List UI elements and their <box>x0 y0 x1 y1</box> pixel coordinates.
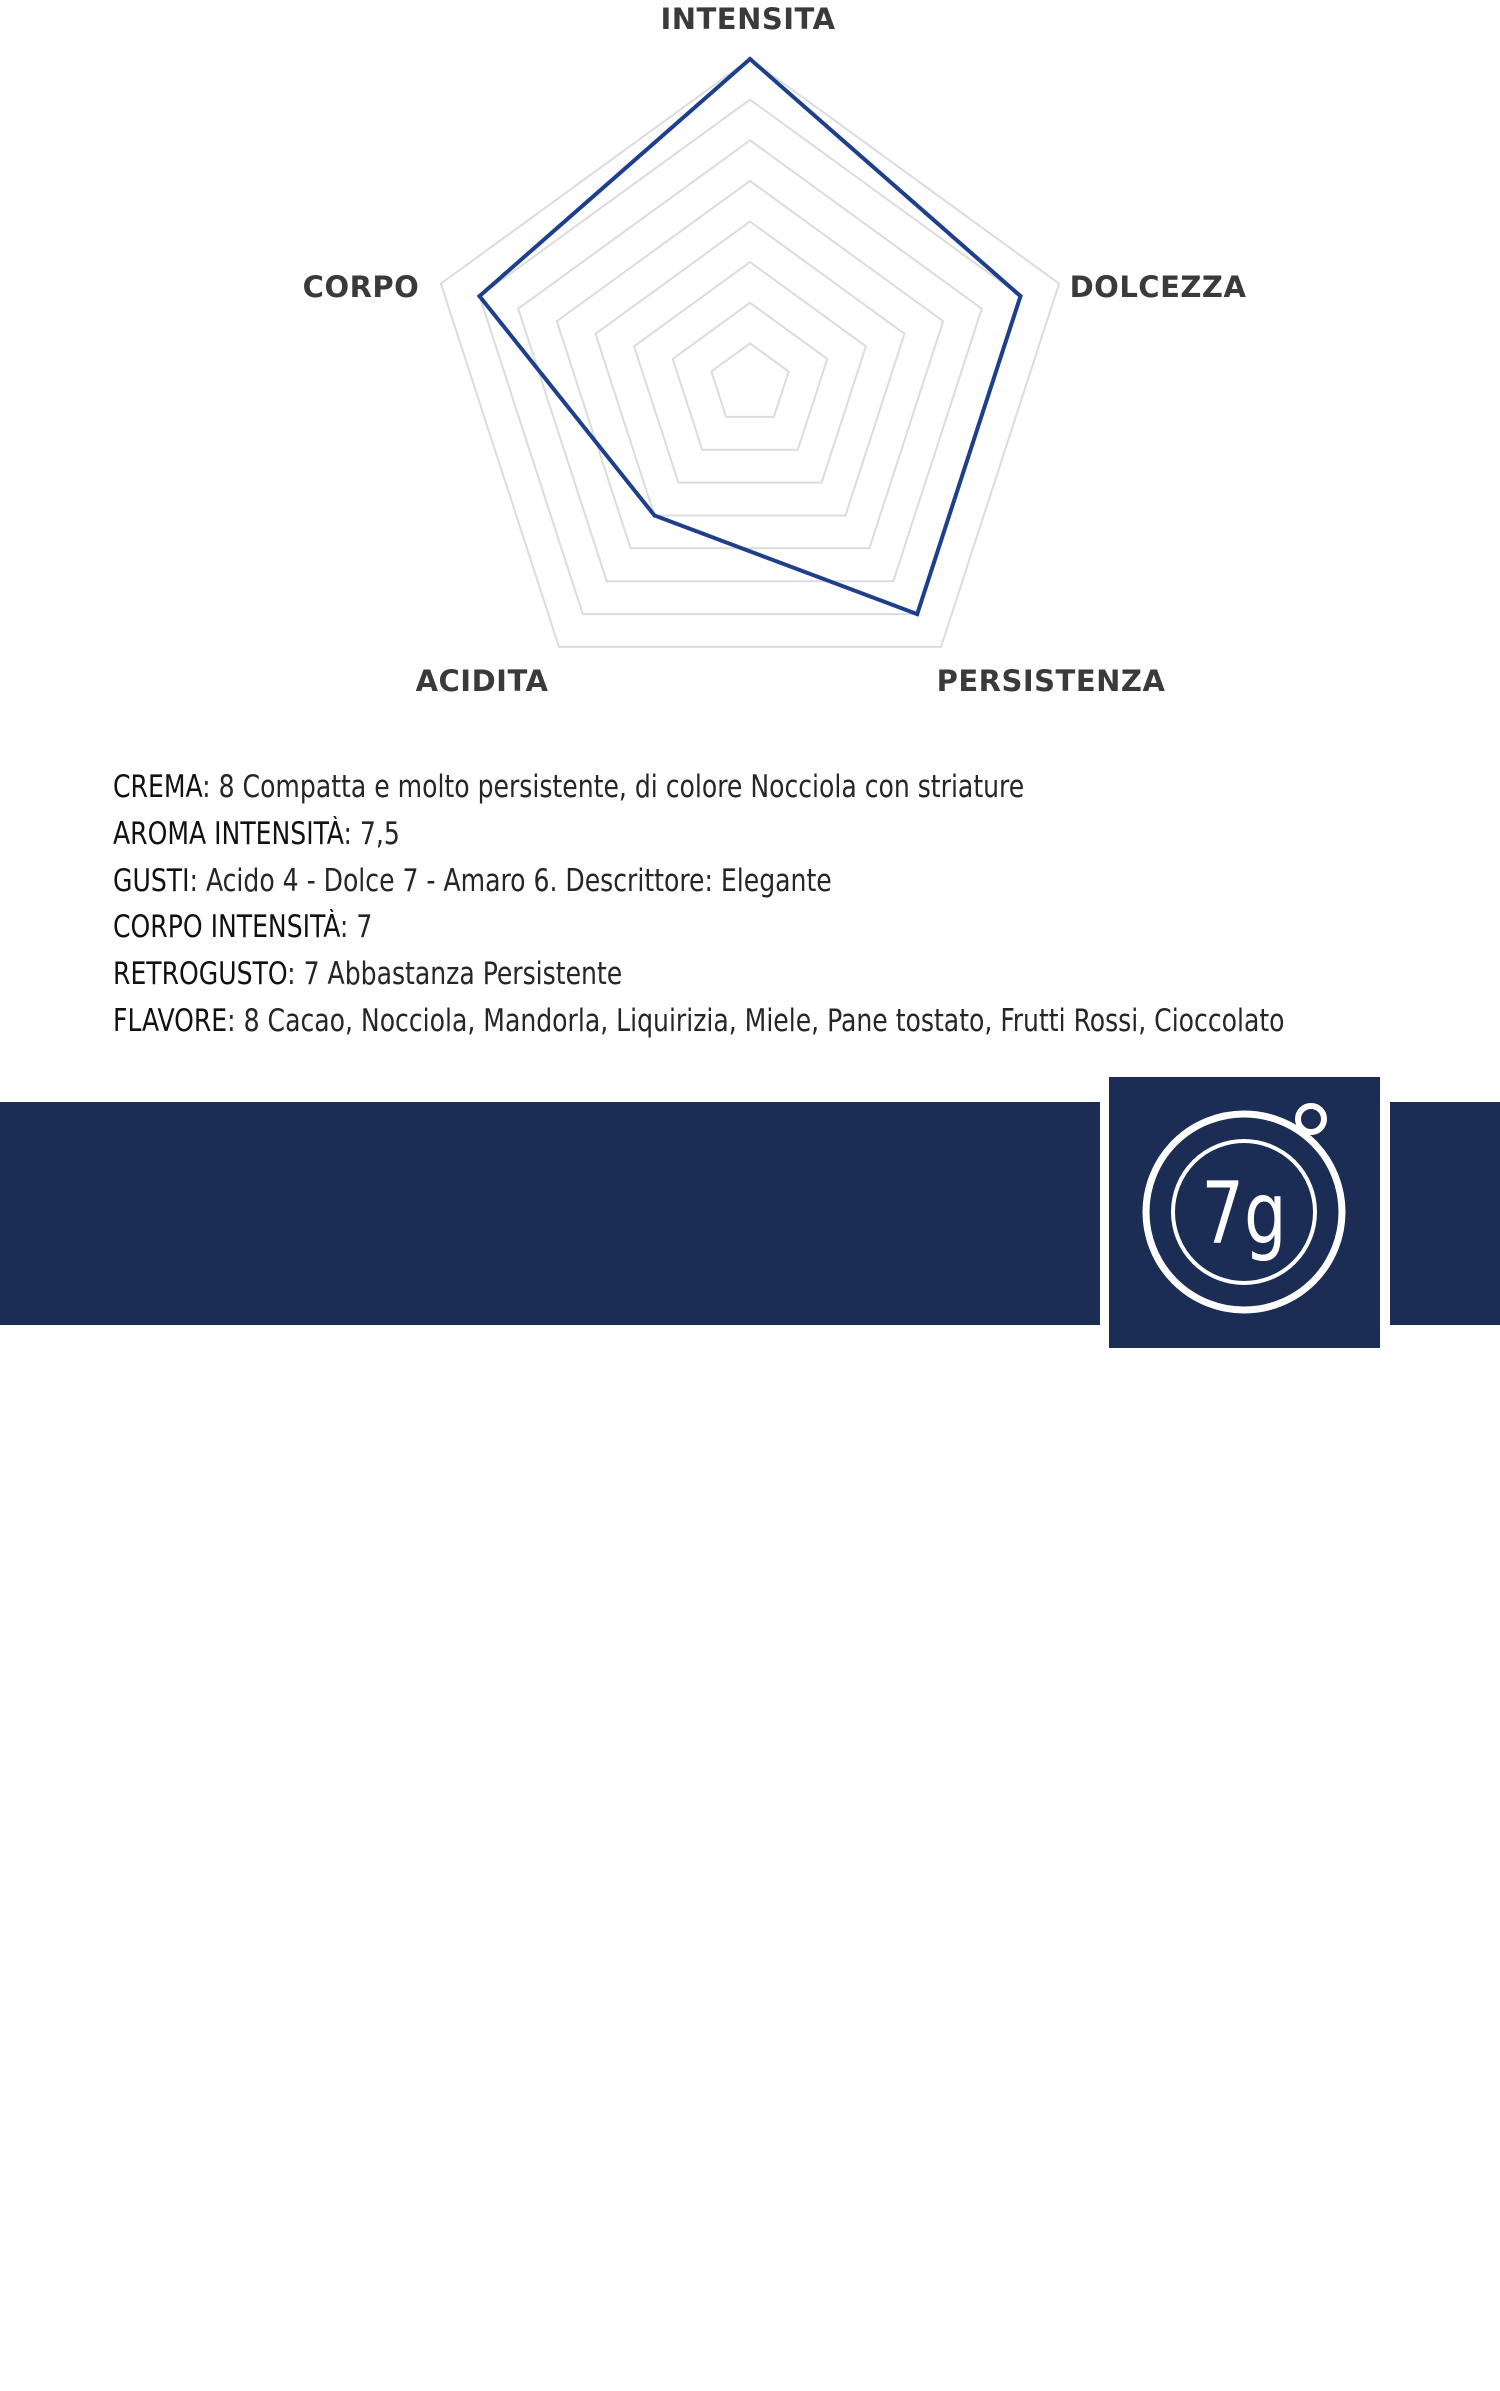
spec-key: CREMA <box>113 769 203 805</box>
spec-row-retrogusto: RETROGUSTO: 7 Abbastanza Persistente <box>113 956 623 993</box>
spec-list <box>113 764 1483 1045</box>
axis-label-persistenza: PERSISTENZA <box>936 664 1166 698</box>
axis-label-dolcezza: DOLCEZZA <box>1069 270 1247 304</box>
axis-label-intensita: INTENSITA <box>660 2 836 36</box>
scale-weight-icon <box>1109 1077 1380 1348</box>
weight-label: 7g <box>1201 1163 1287 1265</box>
spec-key: RETROGUSTO <box>113 956 288 993</box>
radar-point-intensita <box>748 57 752 61</box>
radar-spoke <box>750 284 1059 384</box>
radar-chart <box>0 0 1500 740</box>
spec-value: Acido 4 - Dolce 7 - Amaro 6. Descrittore: Elegante <box>205 862 832 899</box>
radar-point-corpo <box>478 294 482 298</box>
banner-right-segment <box>1390 1102 1500 1325</box>
spec-row-flavore: FLAVORE: 8 Cacao, Nocciola, Mandorla, Liquirizia, Miele, Pane tostato, Frutti Rossi, Cioccolato <box>113 1002 1285 1039</box>
radar-point-acidita <box>653 514 657 518</box>
axis-label-corpo: CORPO <box>302 270 420 304</box>
spec-value: 8 Cacao, Nocciola, Mandorla, Liquirizia, Miele, Pane tostato, Frutti Rossi, Cioccolato <box>243 1002 1285 1039</box>
radar-point-persistenza <box>915 612 919 616</box>
product-subtitle: Cialde ESE 44mm <box>112 2328 486 2391</box>
spec-value: 7,5 <box>359 815 400 852</box>
radar-point-dolcezza <box>1019 294 1023 298</box>
spec-key: GUSTI <box>113 862 190 899</box>
weight-badge <box>1109 1077 1380 1348</box>
radar-spoke <box>441 284 750 384</box>
spec-row-corpo: CORPO INTENSITÀ: 7 <box>113 909 373 946</box>
product-title: MISCELA ARABICA <box>110 2244 661 2333</box>
spec-value: 7 Abbastanza Persistente <box>303 956 623 993</box>
radar-spokes <box>441 59 1059 647</box>
spec-value: 7 <box>356 909 373 946</box>
spec-row-aroma: AROMA INTENSITÀ: 7,5 <box>113 815 400 852</box>
spec-key: FLAVORE <box>113 1002 228 1039</box>
spec-row-crema: CREMA: 8 Compatta e molto persistente, di colore Nocciola con striature <box>113 769 1025 805</box>
spec-key: AROMA INTENSITÀ <box>113 815 344 852</box>
product-banner <box>0 1102 1100 2391</box>
spec-row-gusti: GUSTI: Acido 4 - Dolce 7 - Amaro 6. Descrittore: Elegante <box>113 862 832 899</box>
axis-label-acidita: ACIDITA <box>415 664 549 698</box>
spec-key: CORPO INTENSITÀ <box>113 909 340 946</box>
spec-value: 8 Compatta e molto persistente, di colore Nocciola con striature <box>218 769 1025 805</box>
